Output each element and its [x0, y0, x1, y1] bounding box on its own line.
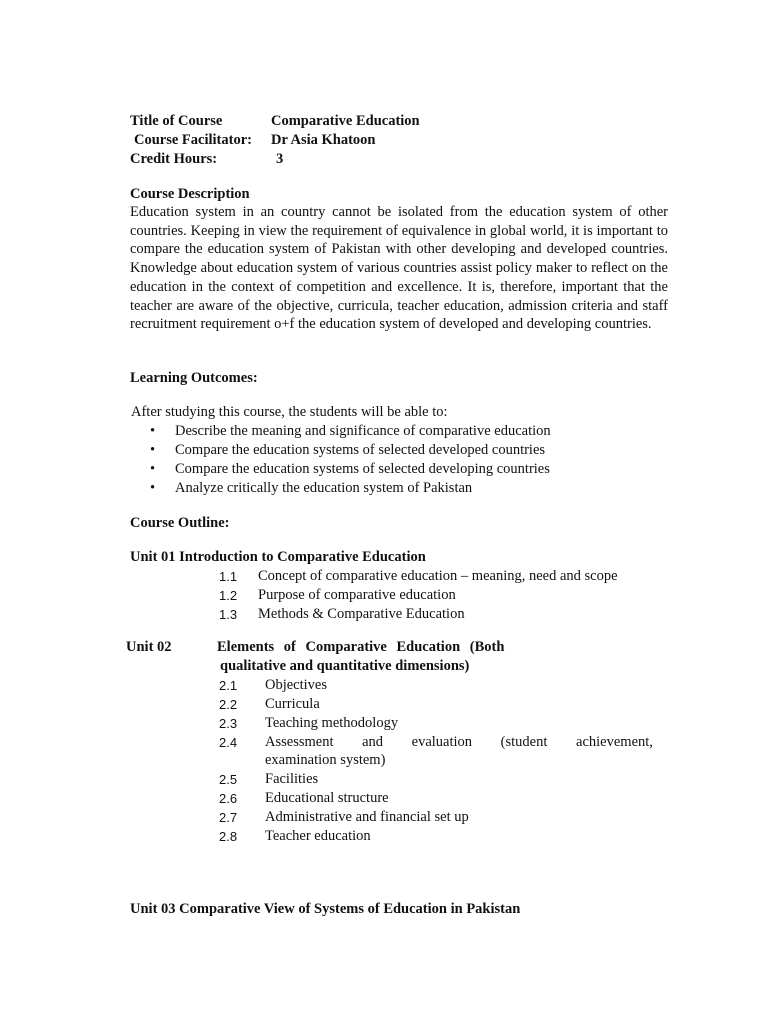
credit-value: 3 [276, 151, 284, 167]
unit2-item-text: Curricula [265, 696, 320, 712]
unit2-item-text: Teacher education [265, 828, 371, 844]
unit2-item-text: Teaching methodology [265, 715, 399, 731]
unit1-item-number: 1.3 [219, 607, 238, 622]
unit3-title: Unit 03 Comparative View of Systems of Education in Pakistan [130, 901, 521, 917]
unit2-item-text: Educational structure [265, 790, 389, 806]
unit2-title-line2: qualitative and quantitative dimensions) [220, 658, 470, 674]
list-item: Analyze critically the education system of Pakistan [175, 480, 473, 496]
facilitator-label: Course Facilitator: [134, 132, 252, 148]
bullet-icon: • [150, 461, 156, 477]
bullet-icon: • [150, 442, 156, 458]
unit2-item-number: 2.8 [219, 829, 238, 844]
title-value: Comparative Education [271, 113, 420, 129]
unit1-item-number: 1.2 [219, 588, 238, 603]
unit2-label: Unit 02 [126, 639, 172, 655]
unit1-item-text: Methods & Comparative Education [258, 606, 465, 622]
unit1-item-text: Concept of comparative education – meaning, need and scope [258, 568, 618, 584]
unit1-item-number: 1.1 [219, 569, 238, 584]
unit2-item-number: 2.5 [219, 772, 238, 787]
credit-label: Credit Hours: [130, 151, 218, 167]
outcomes-heading: Learning Outcomes: [130, 370, 258, 386]
unit1-title: Unit 01 Introduction to Comparative Education [130, 549, 426, 565]
unit2-item-number: 2.4 [219, 735, 238, 750]
description-text: Education system in an country cannot be isolated from the education system of other countries. Keeping in view the requirement of equivalence in global world, it is important to compare the education system of Pakistan with other developing and developed countries. Knowledge about education system of various countries assist policy maker to reflect on the education in the context of competition and excellence. It is, therefore, important that the teacher are aware of the objective, curricula, teacher education, admission criteria and staff recruitment requirement o+f the education system of developed and developing countries. [130, 204, 668, 333]
unit2-title-line1: Elements of Comparative Education (Both [217, 639, 505, 655]
facilitator-value: Dr Asia Khatoon [271, 132, 376, 148]
unit2-item-number: 2.7 [219, 810, 238, 825]
list-item: Compare the education systems of selected developed countries [175, 442, 546, 458]
title-label: Title of Course [130, 113, 223, 129]
unit2-item-text-justified [265, 733, 677, 752]
bullet-icon: • [150, 480, 156, 496]
outcomes-intro: After studying this course, the students will be able to: [131, 404, 448, 420]
unit2-item-text: Facilities [265, 771, 319, 787]
unit1-item-text: Purpose of comparative education [258, 587, 456, 603]
unit2-item-text: Assessment and evaluation (student achievement, [265, 734, 653, 750]
unit2-item-number: 2.2 [219, 697, 238, 712]
unit2-item-text: Administrative and financial set up [265, 809, 469, 825]
list-item: Compare the education systems of selected developing countries [175, 461, 550, 477]
unit2-item-number: 2.6 [219, 791, 238, 806]
unit2-item-text: Objectives [265, 677, 328, 693]
unit2-item-number: 2.3 [219, 716, 238, 731]
unit2-item-text-continued: examination system) [265, 752, 386, 768]
outline-heading: Course Outline: [130, 515, 230, 531]
unit2-item-number: 2.1 [219, 678, 238, 693]
bullet-icon: • [150, 423, 156, 439]
list-item: Describe the meaning and significance of comparative education [175, 423, 551, 439]
description-heading: Course Description [130, 186, 250, 202]
